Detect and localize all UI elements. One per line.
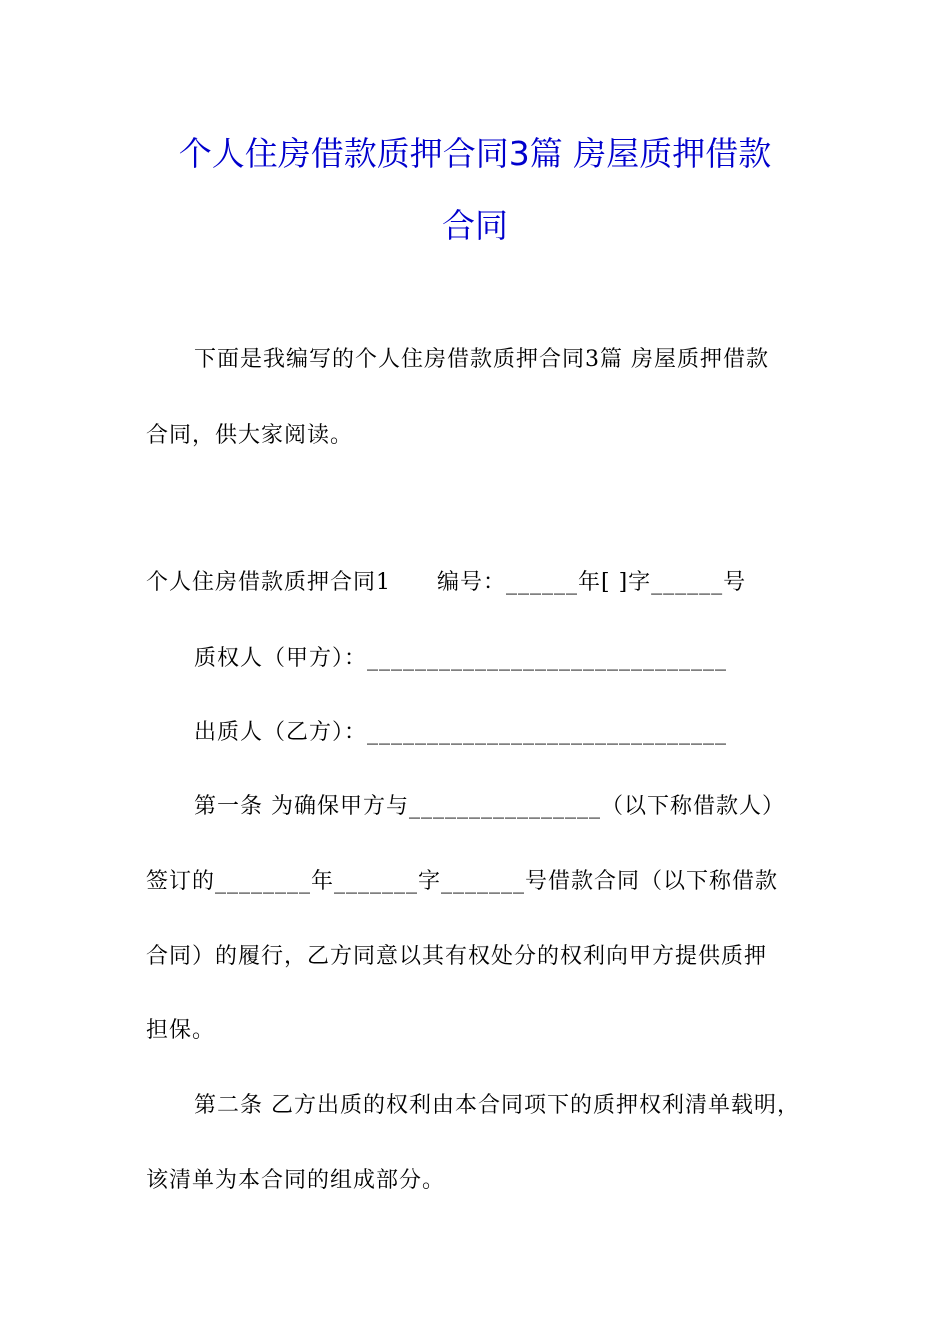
pledgor-line: 出质人（乙方）：______________________________ bbox=[194, 720, 728, 745]
article-2-line-1: 第二条 乙方出质的权利由本合同项下的质押权利清单载明， bbox=[194, 1093, 800, 1118]
intro-paragraph-line-1: 下面是我编写的个人住房借款质押合同3篇 房屋质押借款 bbox=[194, 347, 769, 372]
article-1-line-1: 第一条 为确保甲方与________________（以下称借款人） bbox=[194, 794, 785, 819]
article-1-line-3: 合同）的履行，乙方同意以其有权处分的权利向甲方提供质押 bbox=[146, 944, 768, 969]
document-title-line-1: 个人住房借款质押合同3篇 房屋质押借款 bbox=[178, 134, 772, 173]
article-1-line-4: 担保。 bbox=[146, 1018, 216, 1043]
article-1-line-2: 签订的________年_______字_______号借款合同（以下称借款 bbox=[146, 869, 779, 894]
document-title-line-2: 合同 bbox=[442, 206, 508, 245]
intro-paragraph-line-2: 合同，供大家阅读。 bbox=[146, 423, 354, 448]
contract-heading: 个人住房借款质押合同1 编号：______年[ ]字______号 bbox=[146, 570, 747, 595]
pledgee-line: 质权人（甲方）：______________________________ bbox=[194, 646, 728, 671]
article-2-line-2: 该清单为本合同的组成部分。 bbox=[146, 1168, 446, 1193]
